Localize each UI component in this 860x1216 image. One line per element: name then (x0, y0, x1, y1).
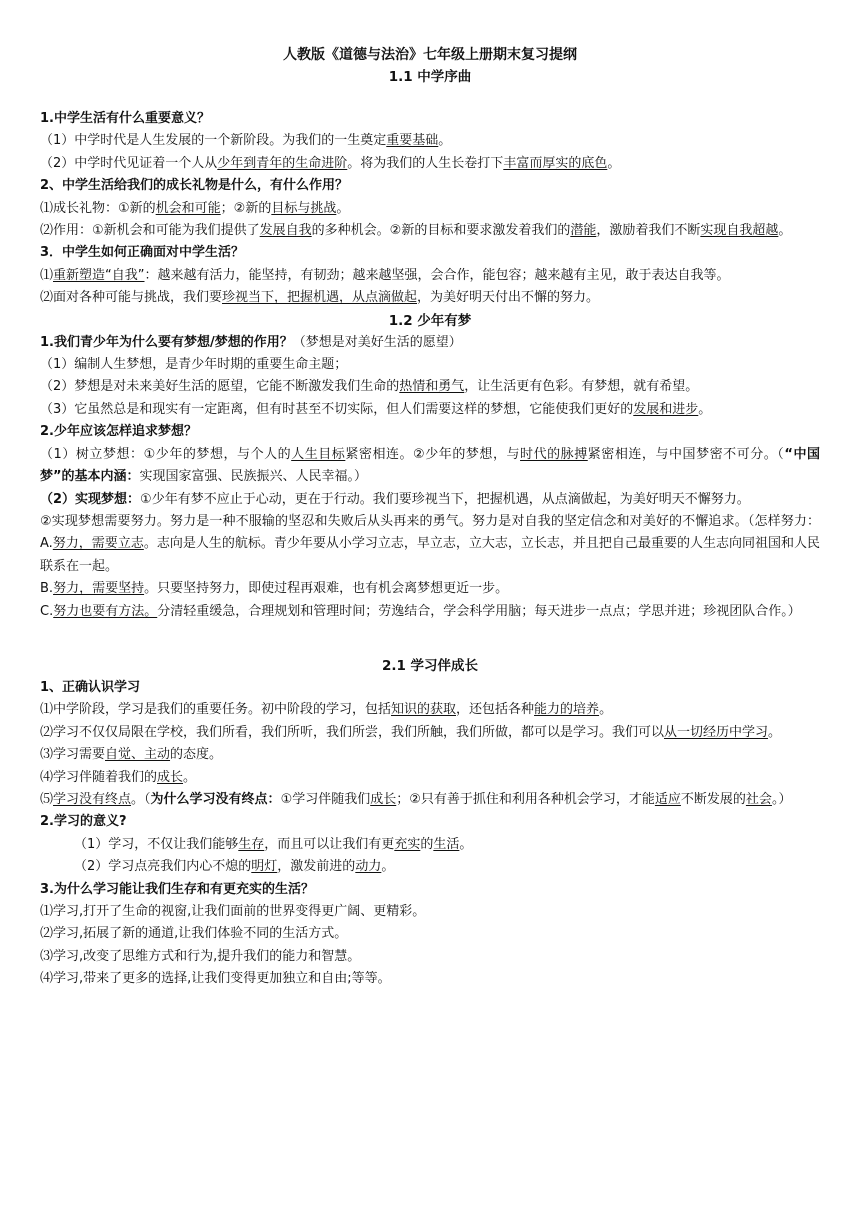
section-title-1-1: 1.1 中学序曲 (388, 69, 472, 85)
key-term: 知识的获取 (391, 702, 457, 718)
answer-line: （3）它虽然总是和现实有一定距离，但有时甚至不切实际，但人们需要这样的梦想，它能使我们更好的发展和进步。 (40, 401, 712, 417)
answer-line: B.努力，需要坚持。只要坚持努力，即使过程再艰难，也有机会离梦想更近一步。 (40, 581, 509, 597)
answer-paragraph: （1）树立梦想：①少年的梦想，与个人的人生目标紧密相连。②少年的梦想，与时代的脉搏紧密相连，与中国梦密不可分。（“中国梦”的基本内涵：实现国家富强、民族振兴、人民幸福。） (40, 446, 820, 485)
answer-line: （2）学习点亮我们内心不熄的明灯，激发前进的动力。 (74, 859, 395, 875)
document-title: 人教版《道德与法治》七年级上册期末复习提纲 (283, 47, 577, 63)
question-heading: 2.学习的意义? (40, 814, 127, 830)
question-heading: 3.为什么学习能让我们生存和有更充实的生活？ (40, 881, 314, 897)
spacer (40, 88, 820, 108)
key-term: 努力也要有方法。 (53, 603, 158, 619)
answer-line: （2）梦想是对未来美好生活的愿望，它能不断激发我们生命的热情和勇气，让生活更有色彩。有梦想，就有希望。 (40, 379, 699, 395)
answer-paragraph: ⑵作用：①新机会和可能为我们提供了发展自我的多种机会。②新的目标和要求激发着我们的潜能，激励着我们不断实现自我超越。 (40, 223, 792, 239)
key-term: 重要基础 (386, 133, 439, 149)
key-term: 丰富而厚实的底色 (503, 155, 608, 171)
key-term: 珍视当下，把握机遇，从点滴做起 (222, 290, 418, 306)
question-heading: 3．中学生如何正确面对中学生活？ (40, 245, 245, 261)
answer-line: （1）编制人生梦想，是青少年时期的重要生命主题； (40, 357, 348, 373)
key-term: 目标与挑战 (271, 200, 337, 216)
key-term: 机会和可能 (155, 200, 221, 216)
answer-line: ⑷学习伴随着我们的成长。 (40, 769, 197, 785)
answer-paragraph: ⑸学习没有终点。（为什么学习没有终点：①学习伴随我们成长；②只有善于抓住和利用各种机会学习，才能适应不断发展的社会。） (40, 791, 792, 807)
key-term: 重新塑造“自我” (53, 267, 145, 283)
key-term: 成长 (157, 769, 184, 785)
key-term: 发展和进步 (633, 401, 699, 417)
answer-line: ⑶学习,改变了思维方式和行为,提升我们的能力和智慧。 (40, 948, 361, 964)
question-heading: 2.少年应该怎样追求梦想？ (40, 424, 197, 440)
key-term: 生存 (238, 836, 265, 852)
key-term: 动力 (355, 859, 382, 875)
key-term: 实现自我超越 (700, 223, 779, 239)
answer-line: ⑴学习,打开了生命的视窗,让我们面前的世界变得更广阔、更精彩。 (40, 904, 426, 919)
question-heading: 2、中学生活给我们的成长礼物是什么，有什么作用？ (40, 178, 349, 194)
key-term: 社会 (745, 791, 772, 807)
key-term: 从一切经历中学习 (664, 724, 769, 740)
answer-line: ⑵学习,拓展了新的通道,让我们体验不同的生活方式。 (40, 926, 348, 942)
answer-paragraph: （2）实现梦想：①少年有梦不应止于心动，更在于行动。我们要珍视当下，把握机遇，从点滴做起，为美好明天不懈努力。 (40, 491, 750, 507)
answer-line: ⑶学习需要自觉、主动的态度。 (40, 747, 223, 763)
key-term: 能力的培养 (534, 702, 600, 718)
answer-paragraph: ⑴重新塑造“自我”：越来越有活力，能坚持，有韧劲；越来越坚强，会合作，能包容；越来越有主见，敢于表达自我等。 (40, 267, 730, 283)
spacer (40, 623, 820, 655)
key-term: 潜能 (570, 223, 597, 239)
key-term: 少年到青年的生命进阶 (217, 155, 348, 171)
question-heading: 1、正确认识学习 (40, 679, 141, 695)
key-term: 时代的脉搏 (520, 446, 588, 462)
section-title-1-2: 1.2 少年有梦 (388, 312, 472, 329)
answer-line: （1）学习，不仅让我们能够生存，而且可以让我们有更充实的生活。 (74, 836, 473, 852)
key-term: 自觉、主动 (105, 747, 171, 763)
section-title-2-1: 2.1 学习伴成长 (381, 657, 479, 674)
key-term: 明灯 (251, 859, 278, 875)
question-heading: 1.中学生活有什么重要意义？ (40, 111, 210, 126)
answer-line: ⑴中学阶段，学习是我们的重要任务。初中阶段的学习，包括知识的获取，还包括各种能力的培养。 (40, 702, 613, 718)
key-term: 适应 (654, 791, 681, 807)
key-term: 生活 (433, 836, 460, 852)
key-term: 成长 (370, 791, 397, 807)
key-term: 努力，需要坚持 (53, 581, 145, 597)
key-term: 学习没有终点 (53, 791, 132, 807)
key-term: 人生目标 (291, 446, 346, 462)
answer-line: （2）中学时代见证着一个人从少年到青年的生命进阶。将为我们的人生长卷打下丰富而厚实的底色。 (40, 155, 621, 171)
question-heading: 1.我们青少年为什么要有梦想/梦想的作用？（梦想是对美好生活的愿望） (40, 334, 462, 350)
key-term: 发展自我 (259, 223, 312, 239)
key-term: 努力，需要立志 (52, 536, 144, 552)
key-term: 热情和勇气 (399, 379, 465, 395)
answer-line: ⑵面对各种可能与挑战，我们要珍视当下，把握机遇，从点滴做起，为美好明天付出不懈的努力。 (40, 290, 600, 306)
key-term: 充实 (394, 836, 421, 852)
answer-paragraph: ⑵学习不仅仅局限在学校，我们所看，我们所听，我们所尝，我们所触，我们所做，都可以是学习。我们可以从一切经历中学习。 (40, 724, 782, 740)
answer-line: ⑴成长礼物：①新的机会和可能；②新的目标与挑战。 (40, 200, 350, 216)
answer-paragraph: C.努力也要有方法。分清轻重缓急，合理规划和管理时间；劳逸结合，学会科学用脑；每天进步一点点；学思并进；珍视团队合作。） (40, 603, 801, 619)
answer-line: （1）中学时代是人生发展的一个新阶段。为我们的一生奠定重要基础。 (40, 133, 452, 149)
answer-line: ⑷学习,带来了更多的选择,让我们变得更加独立和自由;等等。 (40, 971, 391, 987)
answer-paragraph: ②实现梦想需要努力。努力是一种不服输的坚忍和失败后从头再来的勇气。努力是对自我的坚定信念和对美好的不懈追求。（怎样努力：A.努力，需要立志。志向是人生的航标。青少年要从小学习立志，早立志，立大志，立长志，并且把自己最重要的人生志向同祖国和人民联系在一起。 (40, 513, 820, 574)
